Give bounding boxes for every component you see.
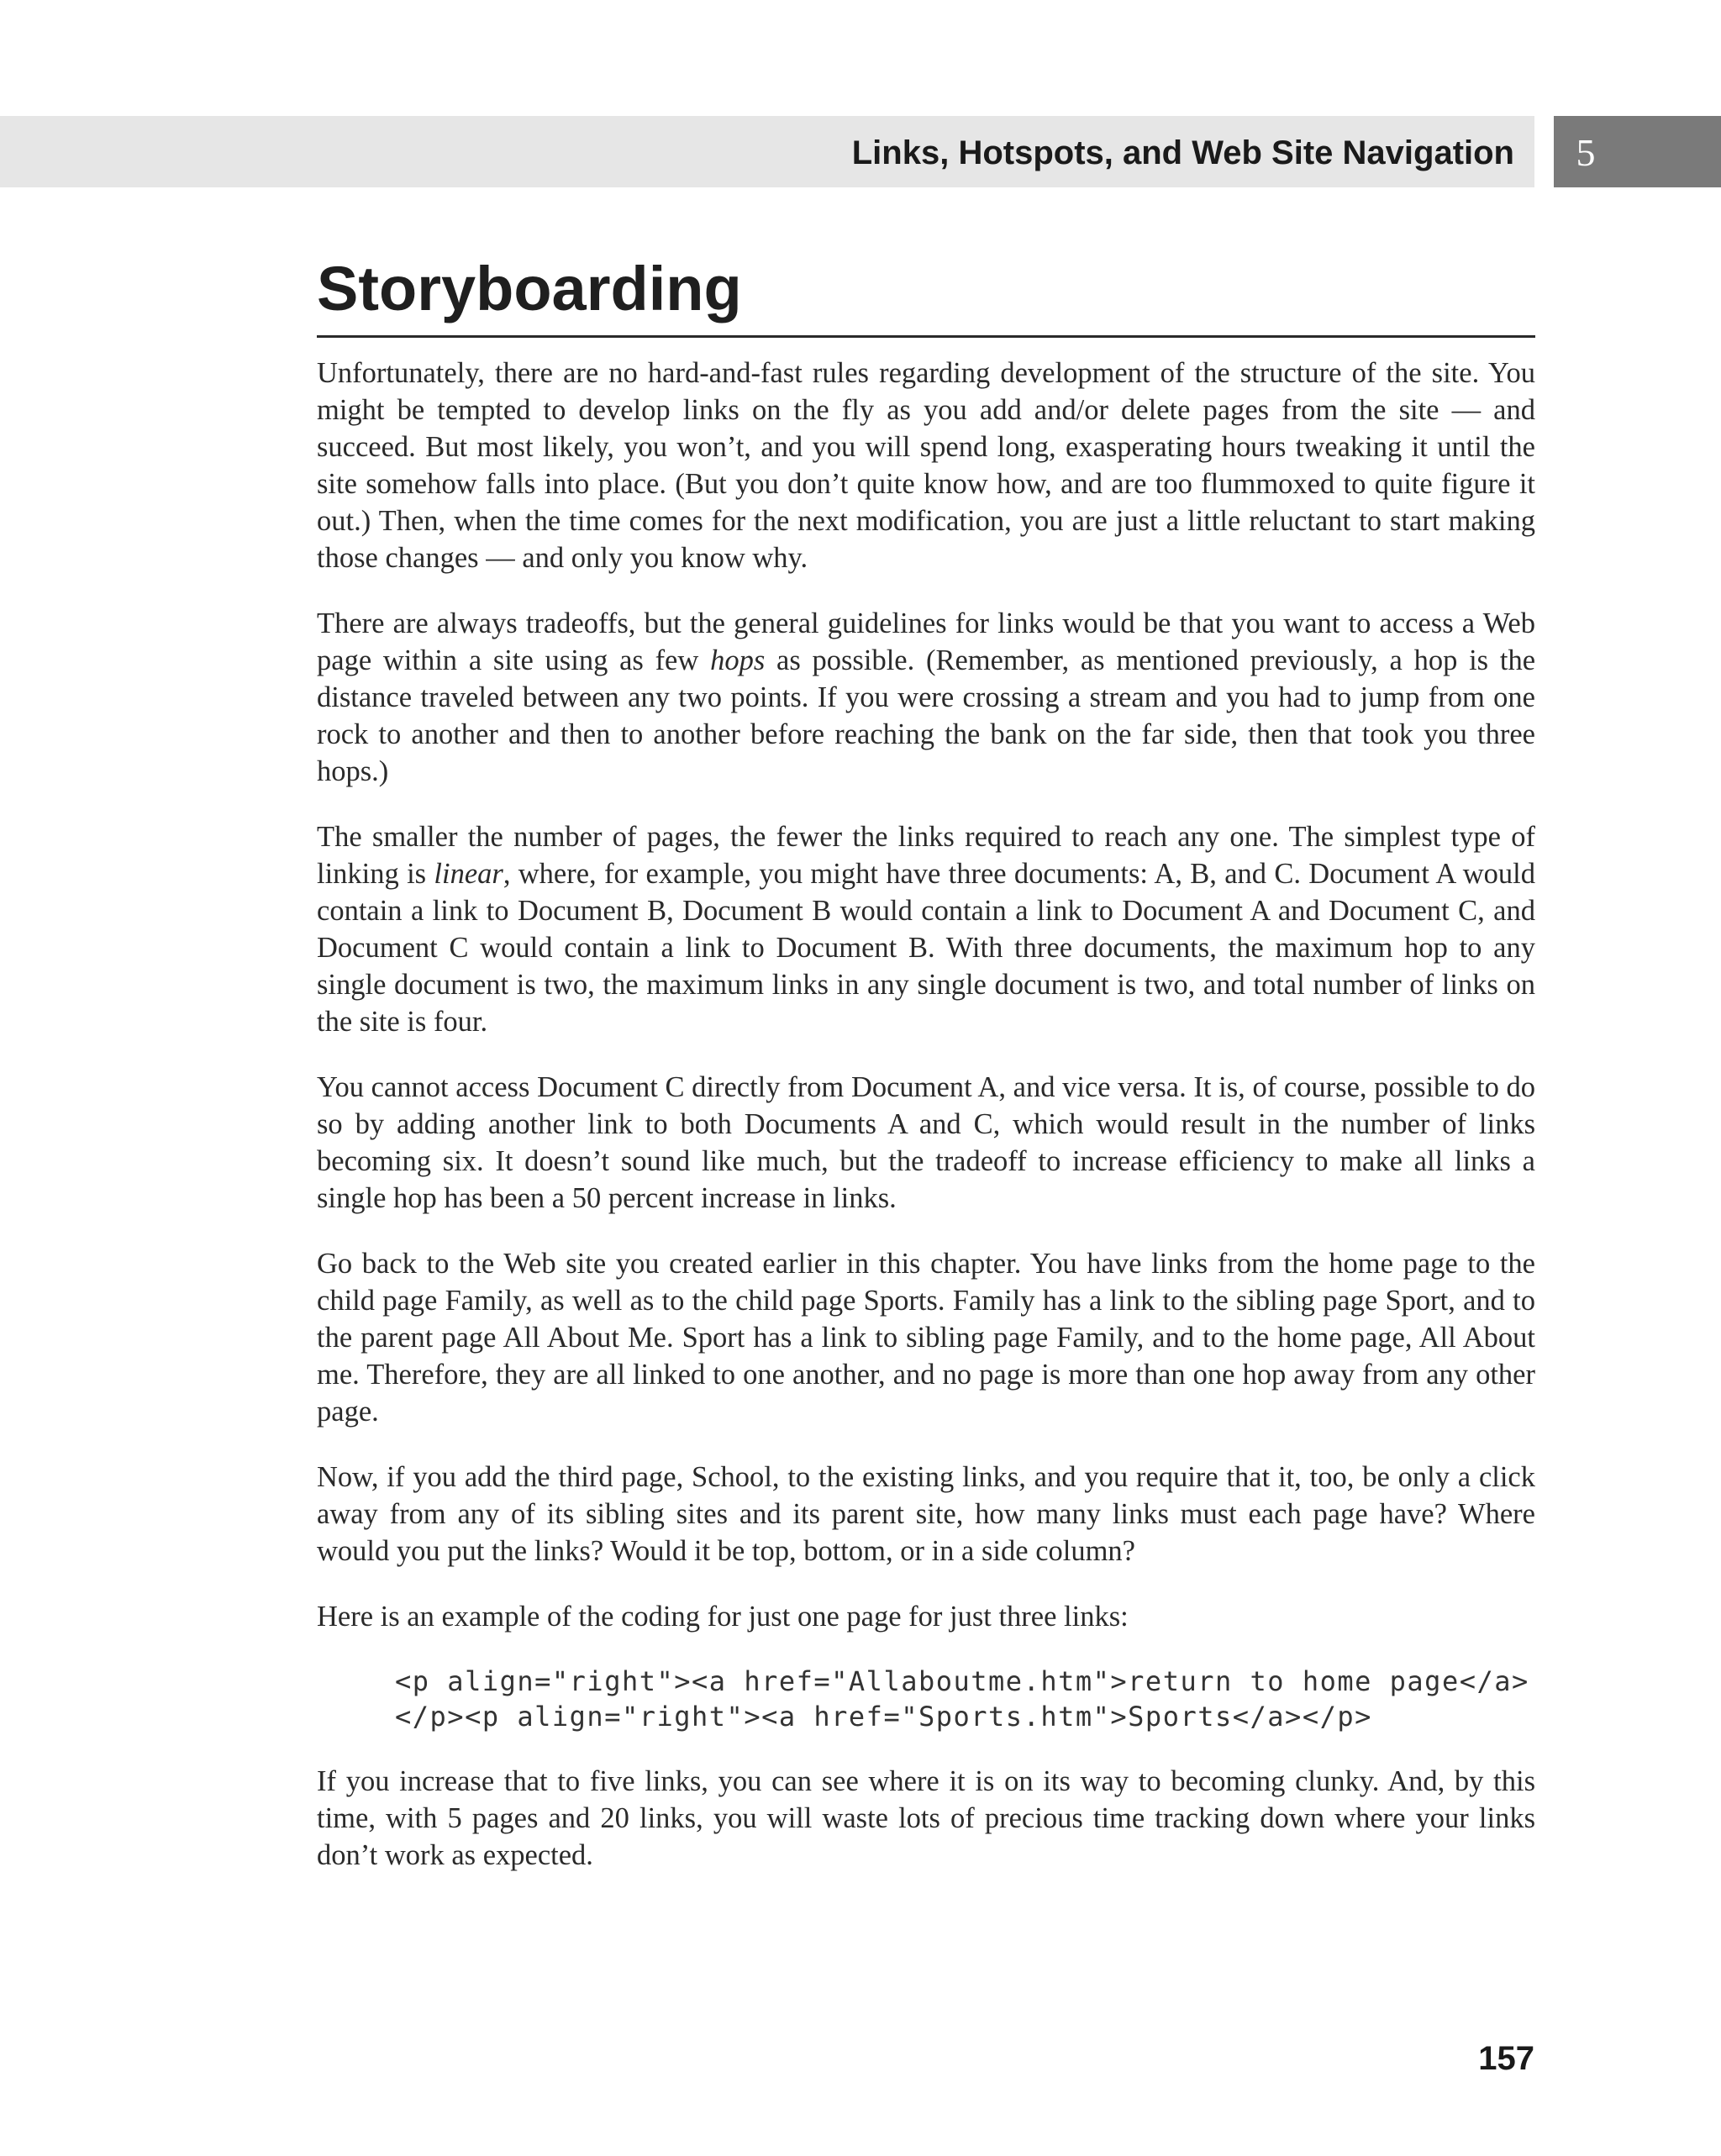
code-line-2: </p><p align="right"><a href="Sports.htm">Sports</a></p> (395, 1700, 1372, 1733)
paragraph-6: Now, if you add the third page, School, to the existing links, and you require that it, too, be only a click away from any of its sibling sites and its parent site, how many links must each page have? Where would you put the links? Would it be top, bottom, or in a side column? (317, 1460, 1535, 1567)
paragraph-5: Go back to the Web site you created earlier in this chapter. You have links from the home page to the child page Family, as well as to the child page Sports. Family has a link to the sibling page Sport, and to the parent page All About Me. Sport has a link to sibling page Family, and to the home page, All About me. Therefore, they are all linked to one another, and no page is more than one hop away from any other page. (317, 1247, 1535, 1428)
code-listing (395, 1664, 1535, 1734)
body-text (317, 355, 1535, 1874)
chapter-tab (1554, 116, 1721, 187)
code-line-1: <p align="right"><a href="Allaboutme.htm">return to home page</a> (395, 1664, 1529, 1697)
page-number: 157 (1478, 2040, 1534, 2077)
paragraph-3-text-b: , where, for example, you might have three documents: A, B, and C. Document A would contain a link to Document B, Document B would contain a link to Document A and Document C, and Document C would contain a link to Document B. With three documents, the maximum hop to any single document is two, the maximum links in any single document is two, and total number of links on the site is four. (317, 857, 1535, 1038)
paragraph-3 (317, 818, 1535, 1040)
running-header-band (0, 116, 1534, 187)
paragraph-1: Unfortunately, there are no hard-and-fast rules regarding development of the structure of the site. You might be tempted to develop links on the fly as you add and/or delete pages from the site — and succeed. But most likely, you won’t, and you will spend long, exasperating hours tweaking it until the site somehow falls into place. (But you don’t quite know how, and are too flummoxed to quite figure it out.) Then, when the time comes for the next modification, you are just a little reluctant to start making those changes — and only you know why. (317, 356, 1535, 574)
paragraph-7: Here is an example of the coding for just one page for just three links: (317, 1600, 1129, 1633)
paragraph-2-text-b: as possible. (Remember, as mentioned previously, a hop is the distance traveled between any two points. If you were crossing a stream and you had to jump from one rock to another and then to another before reaching the bank on the far side, then that took you three hops.) (317, 644, 1536, 787)
paragraph-3-text-a: The smaller the number of pages, the fewer the links required to reach any one. The simplest type of linking is (317, 820, 1535, 890)
paragraph-8: If you increase that to five links, you can see where it is on its way to becoming clunky. And, by this time, with 5 pages and 20 links, you will waste lots of precious time tracking down where your links don’t work as expected. (317, 1764, 1535, 1871)
paragraph-2 (317, 605, 1535, 790)
paragraph-2-text-a: There are always tradeoffs, but the general guidelines for links would be that you want to access a Web page within a site using as few (317, 607, 1535, 676)
main-content (317, 252, 1535, 1902)
paragraph-2-emphasis: hops (710, 644, 766, 676)
paragraph-3-emphasis: linear (434, 857, 503, 890)
running-head-title: Links, Hotspots, and Web Site Navigation (851, 134, 1514, 171)
section-title: Storyboarding (317, 252, 1535, 338)
chapter-number: 5 (1576, 131, 1596, 174)
paragraph-4: You cannot access Document C directly from Document A, and vice versa. It is, of course, possible to do so by adding another link to both Documents A and C, which would result in the number of links becoming six. It doesn’t sound like much, but the tradeoff to increase efficiency to make all links a single hop has been a 50 percent increase in links. (317, 1070, 1535, 1214)
